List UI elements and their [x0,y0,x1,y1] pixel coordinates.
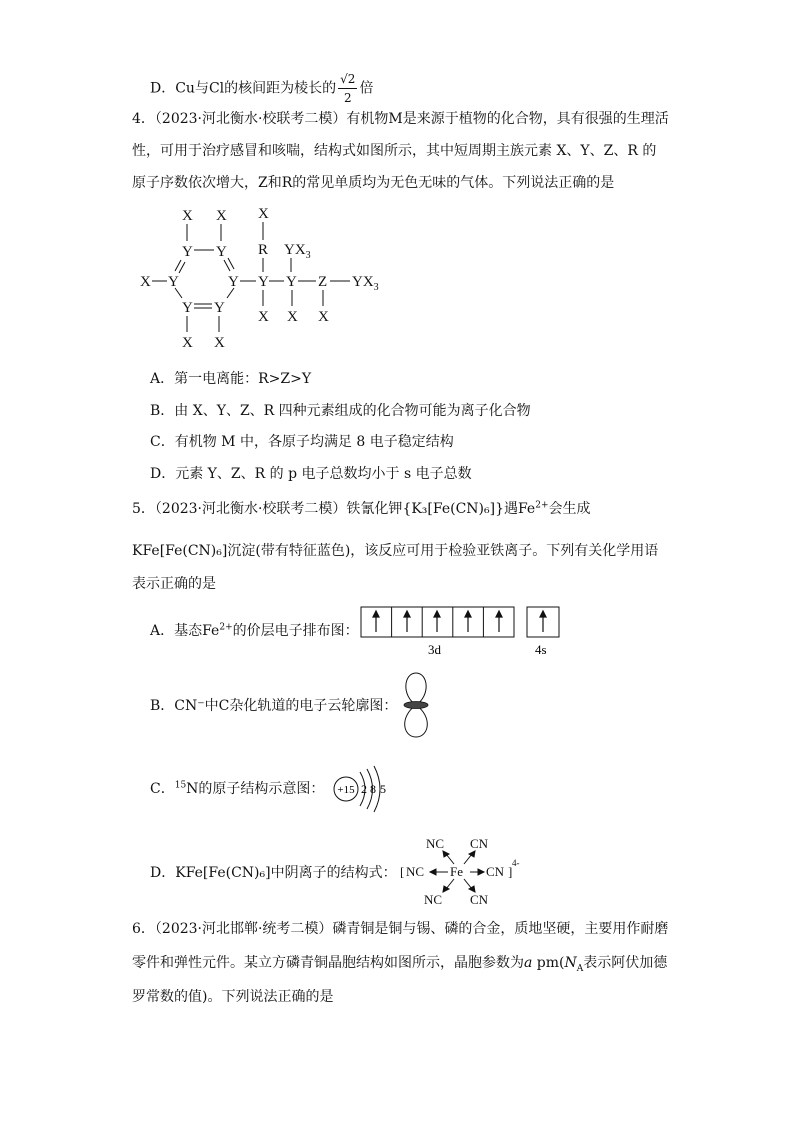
fraction-denominator: 2 [343,91,352,105]
q5-stem-line2 [132,542,658,560]
atom-z: Z [318,274,328,290]
option-text: D． [150,865,176,881]
q4-option-a[interactable]: A．第一电离能：R>Z>Y [150,371,312,387]
group-yx3: $YX_3$ [352,274,379,293]
fraction-numerator: √2 [338,70,357,89]
q4-stem-line1: 4．（2023·河北衡水·校联考二模）有机物M是来源于植物的化合物，具有很强的生理活 [132,111,669,127]
atom-y: Y [182,300,193,316]
ligand-cn: CN [470,892,489,907]
avogadro-symbol: N [564,955,577,971]
q4-option-b[interactable]: B．由 X、Y、Z、R 四种元素组成的化合物可能为离子化合物 [150,403,531,419]
shell-electrons: 2 [361,782,367,796]
q4-stem-line2: 性，可用于治疗感冒和咳喘，结构式如图所示，其中短周期主族元素 X、Y、Z、R 的 [132,143,657,159]
q4-option-d[interactable]: D．元素 Y、Z、R 的 p 电子总数均小于 s 电子总数 [150,466,472,482]
q5-stem-text: 5．（2023·河北衡水·校联考二模）铁氰化钾 [132,501,403,517]
up-arrow-icon [373,611,546,632]
option-text: A．基态Fe [150,623,220,639]
ligand-nc: NC [426,836,445,851]
q5-option-d[interactable] [150,864,397,882]
structure-formula-m [130,200,400,355]
option-text: C． [150,781,175,797]
label-3d: 3d [428,642,441,657]
q5-stem-text: 会生成 [548,501,591,517]
atom-y: Y [258,274,269,290]
atom-x: X [258,309,269,325]
atom-x: X [182,208,193,224]
atom-x: X [318,309,329,325]
atom-y: Y [216,244,227,260]
mass-number-superscript: 15 [174,780,187,791]
formula-prussian-blue: KFe[Fe(CN)₆] [132,543,228,559]
q6-stem-text: pm( [532,955,565,971]
q5-option-a[interactable] [150,622,359,640]
orbital-diagram [360,606,570,658]
option-text: N的原子结构示意图： [186,781,325,797]
atom-y: Y [182,244,193,260]
group-yx3: $YX_3$ [284,242,311,261]
q5-stem-text: 沉淀(带有特征蓝色)，该反应可用于检验亚铁离子。下列有关化学用语 [227,543,659,559]
ion-charge: 4- [512,858,520,868]
q4-stem-line3: 原子序数依次增大，Z和R的常见单质均为无色无味的气体。下列说法正确的是 [132,175,615,191]
atom-x: X [140,274,151,290]
sp-hybrid-orbital-icon [395,670,437,740]
lattice-parameter-symbol: a [524,955,533,971]
atom-y: Y [228,274,239,290]
ligand-nc: NC [424,892,443,907]
shell-electrons: 8 [370,782,376,796]
bracket-left: [ [400,864,405,879]
atom-y: Y [214,300,225,316]
complex-ion-structure [398,832,528,910]
q5-stem-line3: 表示正确的是 [132,576,216,592]
label-4s: 4s [535,642,547,657]
atom-y: Y [168,274,179,290]
option-text: 中阴离子的结构式： [270,865,397,881]
bracket-right: ] [508,864,513,879]
ligand-cn: CN [470,836,489,851]
charge-superscript: 2+ [535,500,549,511]
q5-stem-line1 [132,500,591,518]
charge-superscript: 2+ [219,622,233,633]
q3-option-d-suffix: 倍 [359,80,374,97]
q4-option-c[interactable]: C．有机物 M 中，各原子均满足 8 电子稳定结构 [150,434,454,450]
q6-stem-text: 零件和弹性元件。某立方磷青铜晶胞结构如图所示，晶胞参数为 [132,955,524,971]
atom-x: X [214,335,225,351]
q6-stem-line1: 6．（2023·河北邯郸·统考二模）磷青铜是铜与锡、磷的合金，质地坚硬，主要用作耐磨 [132,921,669,937]
atom-x: X [182,335,193,351]
atom-x: X [287,309,298,325]
q3-option-d-text: D．Cu与Cl的核间距为棱长的 [150,80,337,97]
atom-x: X [258,206,269,222]
avogadro-subscript: A [576,963,584,974]
fraction [338,70,357,107]
atom-y: Y [286,274,297,290]
q5-stem-text: 遇Fe [503,501,536,517]
q6-stem-line3: 罗常数的值)。下列说法正确的是 [132,989,334,1005]
atom-x: X [216,208,227,224]
q6-stem-text: 表示阿伏加德 [583,955,668,971]
shell-electrons: 5 [380,782,386,796]
q3-option-d [150,70,373,107]
q5-option-c[interactable] [150,780,324,798]
formula-potassium-ferricyanide: {K₃[Fe(CN)₆]} [402,501,504,517]
formula-prussian-blue: KFe[Fe(CN)₆] [175,865,271,881]
atomic-structure-diagram [330,762,410,814]
nucleus-charge: +15 [337,784,355,796]
q5-option-b[interactable]: B．CN⁻中C杂化轨道的电子云轮廓图： [150,698,398,714]
option-text: 的价层电子排布图： [232,623,359,639]
atom-r: R [258,242,269,258]
q6-stem-line2 [132,954,667,972]
ligand-cn: CN [486,864,505,879]
ligand-nc: NC [406,864,425,879]
central-atom-fe: Fe [450,864,463,879]
